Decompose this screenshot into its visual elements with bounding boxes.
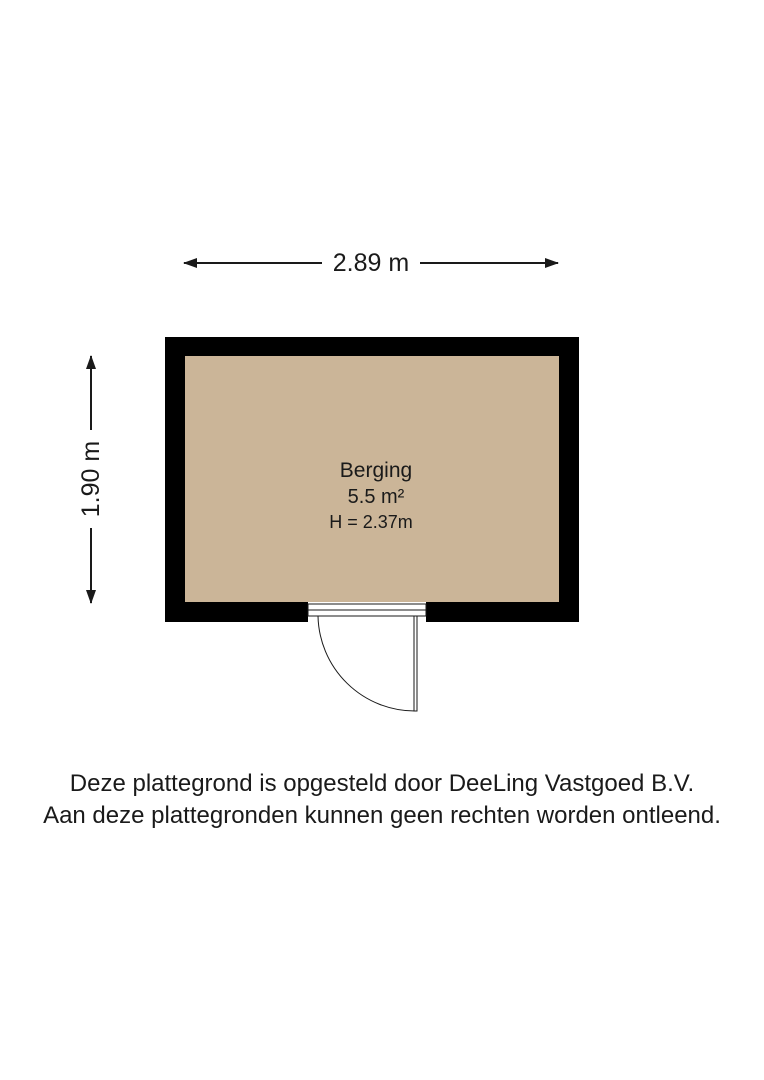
disclaimer-line-1: Deze plattegrond is opgesteld door DeeLing Vastgoed B.V. <box>69 770 695 797</box>
room-height: H = 2.37m <box>329 512 413 532</box>
room-berging <box>165 337 579 711</box>
disclaimer-line-2: Aan deze plattegronden kunnen geen rechten worden ontleend. <box>43 802 721 829</box>
disclaimer <box>0 768 764 832</box>
height-dimension <box>77 356 105 603</box>
door-swing-arc <box>318 616 415 711</box>
room-area: 5.5 m² <box>347 486 405 508</box>
width-dimension <box>184 249 558 277</box>
room-name: Berging <box>339 459 413 482</box>
width-dimension-label: 2.89 m <box>332 249 410 277</box>
height-dimension-label: 1.90 m <box>77 440 105 518</box>
door-leaf <box>414 616 417 711</box>
